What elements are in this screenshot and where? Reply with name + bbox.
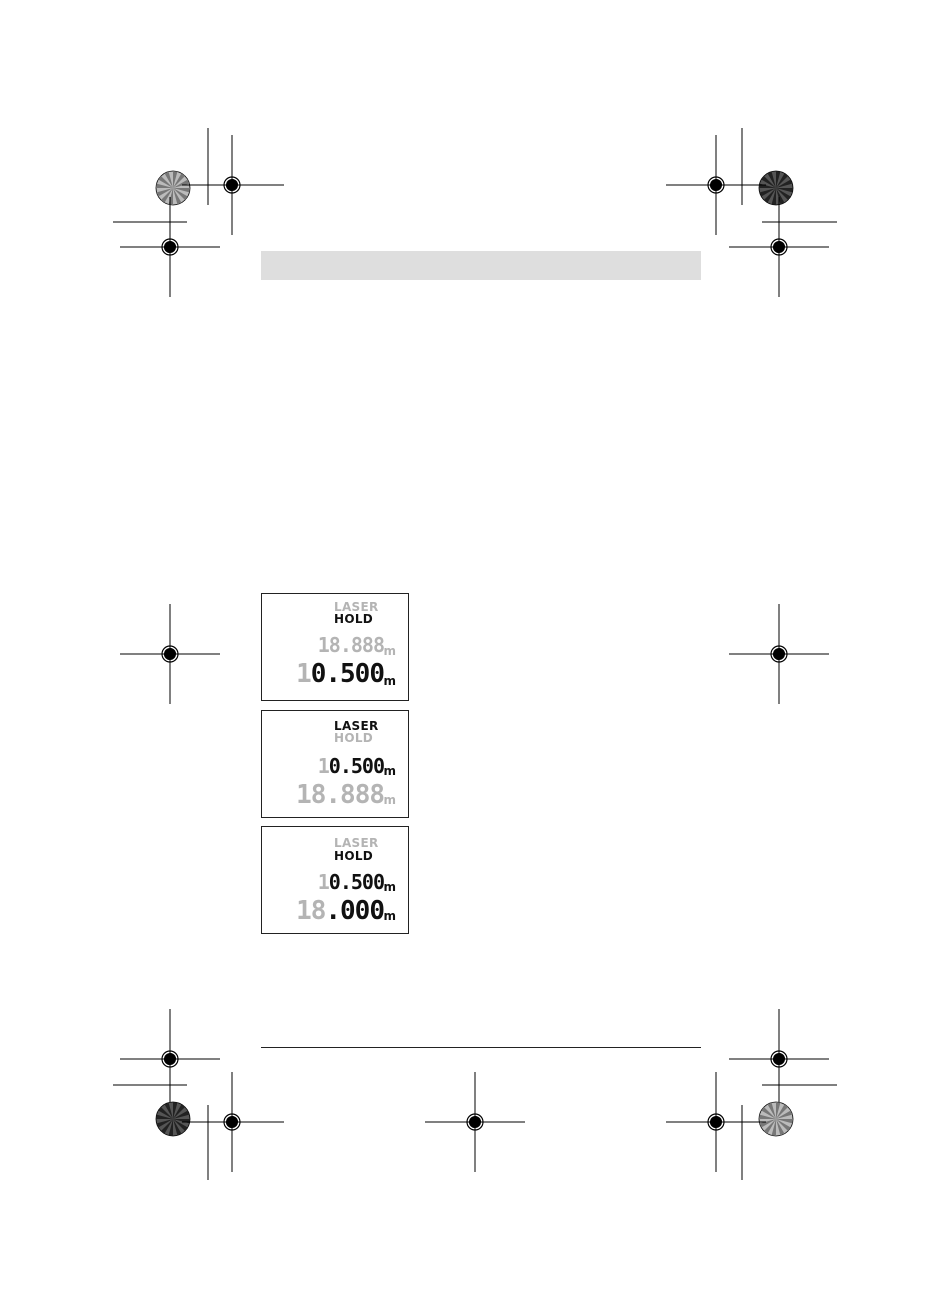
bottom-line-reading [296,661,384,687]
bottom-line-reading [296,898,384,924]
top-line-unit: m [383,764,396,778]
hold-indicator: HOLD [334,731,374,745]
lcd-display-3 [261,826,409,934]
bottom-line-unit: m [383,909,396,923]
digit-value: 0.500 [328,870,384,894]
digit-ghost: 18 [296,896,326,926]
footer-rule [261,1047,701,1048]
top-line-ghost: 18.888 [317,633,384,657]
lcd-display-2 [261,710,409,818]
digit-ghost: 1 [317,870,329,894]
digit-value: 0.500 [328,754,384,778]
color-starburst [156,1102,190,1136]
bottom-line-ghost: 18.888 [296,780,384,810]
bottom-line-unit: m [383,674,396,688]
laser-indicator: LASER [334,719,379,733]
hold-indicator: HOLD [334,849,374,863]
digit-value: .000 [325,896,384,926]
laser-indicator: LASER [334,836,379,850]
laser-indicator: LASER [334,600,379,614]
header-bar [261,251,701,280]
digit-ghost: 1 [296,659,311,689]
color-starburst [156,171,190,205]
top-line-unit: m [383,880,396,894]
bottom-line-unit: m [383,793,396,807]
digit-value: 0.500 [310,659,384,689]
digit-ghost: 1 [317,754,329,778]
hold-indicator: HOLD [334,612,374,626]
color-starburst [759,1102,793,1136]
top-line-reading [318,872,384,892]
top-line-unit: m [383,644,396,658]
top-line-reading [318,756,384,776]
color-starburst [759,171,793,205]
lcd-display-1 [261,593,409,701]
